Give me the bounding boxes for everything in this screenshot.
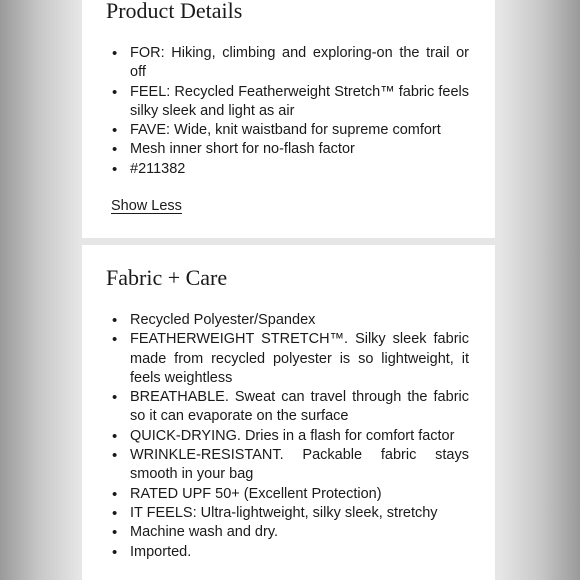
list-item xyxy=(110,504,469,523)
list-item xyxy=(110,485,469,504)
list-item xyxy=(110,330,469,388)
list-item xyxy=(110,543,469,562)
bullet-icon: • xyxy=(112,427,118,445)
bullet-icon: • xyxy=(112,504,118,522)
list-item xyxy=(110,446,469,485)
list-item-text: RATED UPF 50+ (Excellent Protection) xyxy=(130,485,382,502)
list-item xyxy=(110,388,469,427)
list-item xyxy=(110,121,469,140)
fabric-care-panel xyxy=(82,245,495,580)
list-item xyxy=(110,140,469,159)
fabric-care-title: Fabric + Care xyxy=(106,265,228,290)
bullet-icon: • xyxy=(112,312,118,329)
bullet-icon: • xyxy=(112,160,118,178)
bullet-icon: • xyxy=(112,485,118,503)
list-item-text: IT FEELS: Ultra-lightweight, silky sleek, stretchy xyxy=(130,504,438,521)
product-details-panel xyxy=(82,0,495,238)
fabric-care-list xyxy=(110,311,469,562)
bullet-icon: • xyxy=(112,389,118,407)
list-item-text: WRINKLE-RESISTANT. Packable fabric stays smooth in your bag xyxy=(130,447,469,483)
list-item-text: Machine wash and dry. xyxy=(130,524,279,541)
show-less-link[interactable]: Show Less xyxy=(111,198,182,214)
list-item-text: Imported. xyxy=(130,543,192,560)
product-details-list xyxy=(110,44,469,179)
bullet-icon: • xyxy=(112,447,118,465)
bullet-icon: • xyxy=(112,122,118,140)
list-item xyxy=(110,523,469,542)
list-item xyxy=(110,160,469,179)
list-item-text: FEEL: Recycled Featherweight Stretch™ fabric feels silky sleek and light as air xyxy=(130,83,469,119)
bullet-icon: • xyxy=(112,141,118,159)
bullet-icon: • xyxy=(112,83,118,101)
bullet-icon: • xyxy=(112,543,118,561)
list-item xyxy=(110,427,469,446)
list-item-text: #211382 xyxy=(130,160,186,177)
list-item xyxy=(110,83,469,122)
product-details-title: Product Details xyxy=(106,0,243,23)
list-item-text: FEATHERWEIGHT STRETCH™. Silky sleek fabric made from recycled polyester is so lightweight, it feels weightless xyxy=(130,331,469,386)
bullet-icon: • xyxy=(112,331,118,349)
list-item-text: Mesh inner short for no-flash factor xyxy=(130,141,355,158)
list-item xyxy=(110,44,469,83)
bullet-icon: • xyxy=(112,524,118,542)
list-item-text: FOR: Hiking, climbing and exploring-on the trail or off xyxy=(130,45,469,81)
list-item xyxy=(110,311,469,330)
list-item-text: QUICK-DRYING. Dries in a flash for comfort factor xyxy=(130,427,455,444)
list-item-text: BREATHABLE. Sweat can travel through the fabric so it can evaporate on the surface xyxy=(130,389,469,425)
list-item-text: FAVE: Wide, knit waistband for supreme comfort xyxy=(130,122,441,139)
list-item-text: Recycled Polyester/Spandex xyxy=(130,312,316,328)
bullet-icon: • xyxy=(112,45,118,62)
